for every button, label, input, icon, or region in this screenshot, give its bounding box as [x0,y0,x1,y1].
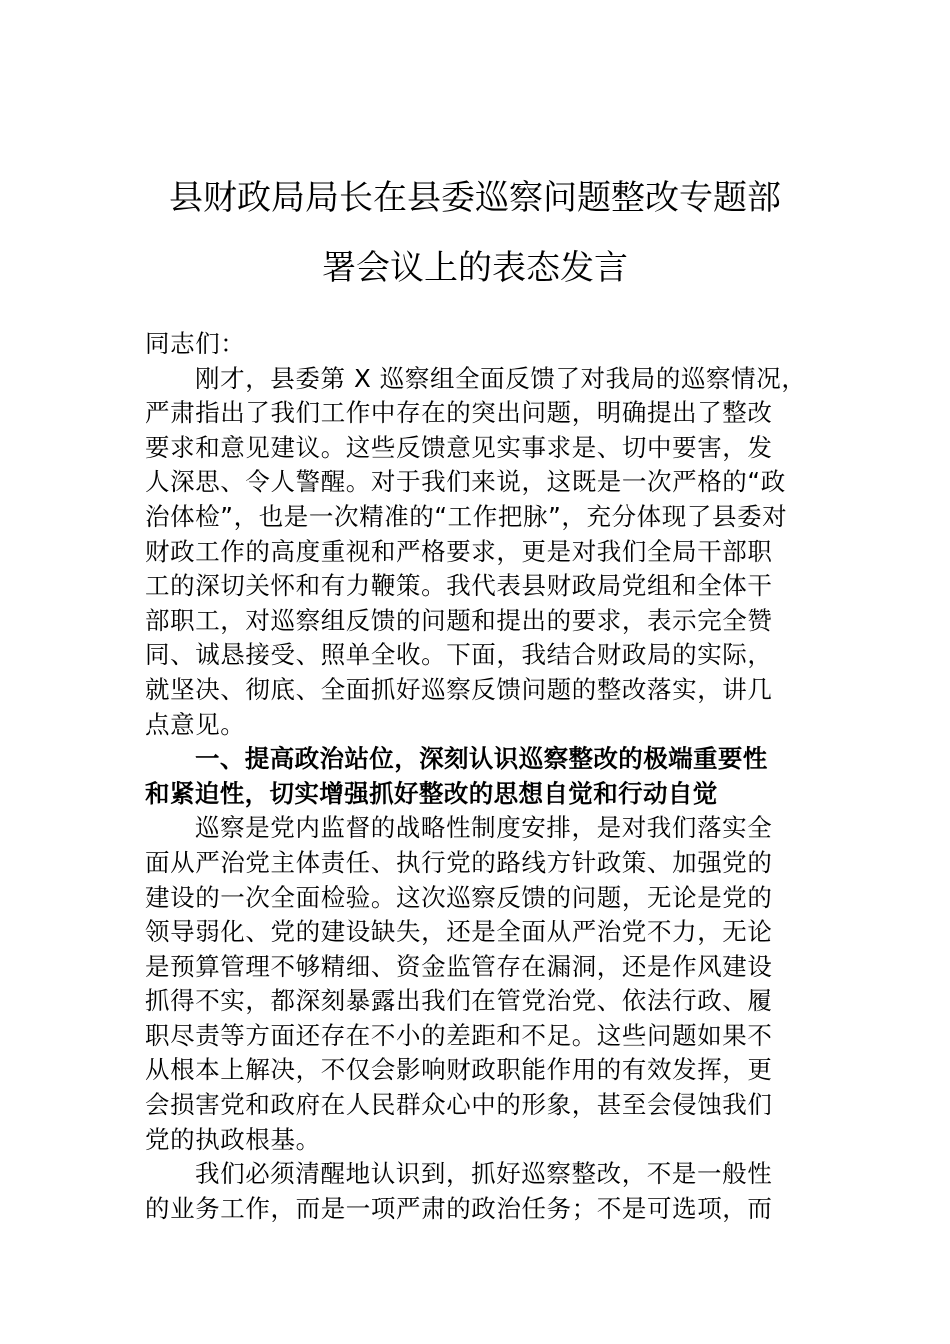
title-line-1: 县财政局局长在县委巡察问题整改专题部 [169,178,781,218]
paragraph-line: 从根本上解决，不仅会影响财政职能作用的有效发挥，更 [145,1055,773,1085]
document-title [0,163,950,303]
salutation: 同志们： [145,329,246,358]
paragraph-line: 抓得不实，都深刻暴露出我们在管党治党、依法行政、履 [145,986,773,1016]
paragraph-line: 严肃指出了我们工作中存在的突出问题，明确提出了整改 [145,398,773,428]
paragraph-line: 工的深切关怀和有力鞭策。我代表县财政局党组和全体干 [145,571,773,601]
paragraph-line: 是预算管理不够精细、资金监管存在漏洞，还是作风建设 [145,951,773,981]
section-heading-1 [145,742,815,811]
paragraph-line: 党的执政根基。 [145,1124,321,1154]
paragraph-line: 的业务工作，而是一项严肃的政治任务；不是可选项，而 [145,1193,773,1223]
paragraph-line: 会损害党和政府在人民群众心中的形象，甚至会侵蚀我们 [145,1090,773,1120]
document-body [145,327,815,1226]
paragraph-line: 巡察是党内监督的战略性制度安排，是对我们落实全 [195,813,773,843]
paragraph-line: 领导弱化、党的建设缺失，还是全面从严治党不力，无论 [145,917,773,947]
paragraph-awareness [145,1157,815,1226]
paragraph-line: 财政工作的高度重视和严格要求，更是对我们全局干部职 [145,536,773,566]
paragraph-line: 治体检”，也是一次精准的“工作把脉”，充分体现了县委对 [145,501,788,531]
paragraph-line: 点意见。 [145,709,246,739]
paragraph-line: 建设的一次全面检验。这次巡察反馈的问题，无论是党的 [145,882,773,912]
paragraph-line: 部职工，对巡察组反馈的问题和提出的要求，表示完全赞 [145,605,773,635]
paragraph-line: 职尽责等方面还存在不小的差距和不足。这些问题如果不 [145,1020,773,1050]
paragraph-line: 同、诚恳接受、照单全收。下面，我结合财政局的实际， [145,640,773,670]
paragraph-inspection [145,811,815,1157]
paragraph-line: 我们必须清醒地认识到，抓好巡察整改，不是一般性 [195,1159,773,1189]
paragraph-intro [145,362,815,743]
heading-line: 一、提高政治站位，深刻认识巡察整改的极端重要性 [195,744,768,774]
paragraph-line: 刚才，县委第 X 巡察组全面反馈了对我局的巡察情况， [195,363,807,393]
title-line-2: 署会议上的表态发言 [322,248,628,288]
paragraph-line: 要求和意见建议。这些反馈意见实事求是、切中要害，发 [145,432,773,462]
paragraph-line: 面从严治党主体责任、执行党的路线方针政策、加强党的 [145,847,773,877]
paragraph-line: 人深思、令人警醒。对于我们来说，这既是一次严格的“政 [145,467,786,497]
paragraph-line: 就坚决、彻底、全面抓好巡察反馈问题的整改落实，讲几 [145,674,773,704]
heading-line: 和紧迫性，切实增强抓好整改的思想自觉和行动自觉 [145,778,718,808]
